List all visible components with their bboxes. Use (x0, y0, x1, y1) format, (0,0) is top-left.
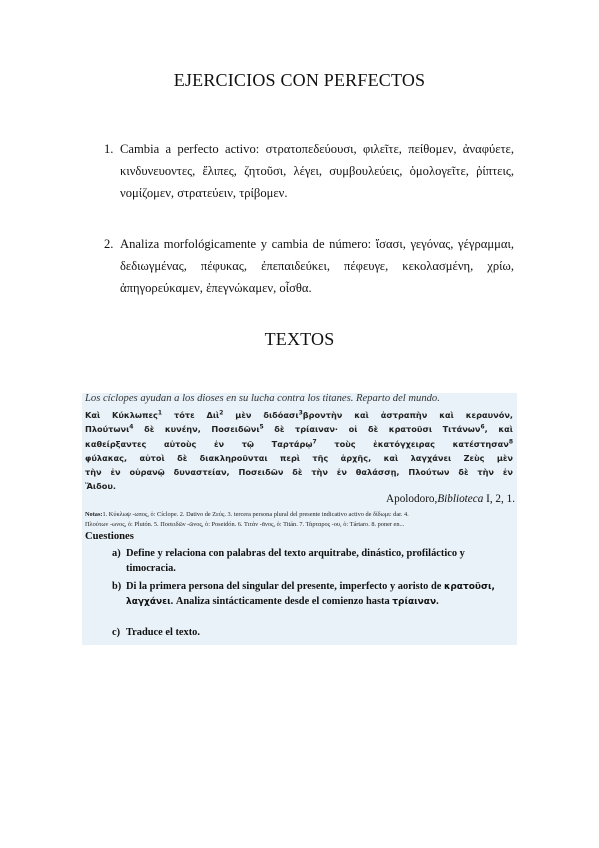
text-intro: Los cíclopes ayudan a los dioses en su lucha contra los titanes. Reparto del mundo. (85, 393, 440, 404)
greek-line: Καὶ Κύκλωπες$^1$ τότε Διὶ$^2$ μὲν διδόασι$^3$βροντὴν καὶ ἀστραπὴν καὶ κεραυνόν, (85, 409, 514, 420)
text-source: Apolodoro,Biblioteca I, 2, 1. (386, 493, 515, 505)
section-title: TEXTOS (264, 329, 335, 349)
notes-line: Notas:1. Κύκλωψ -ωπος, ὁ: Cíclope. 2. Dativo de Ζεύς. 3. tercera persona plural del presente indicativo activo de δίδωμι: dar. 4. (85, 511, 409, 518)
greek-line: τὴν ἐν οὐρανῷ δυναστείαν, Ποσειδῶν δὲ τὴν ἐν θαλάσσῃ, Πλούτων δὲ τὴν ἐν (85, 467, 513, 478)
question-item: a) Define y relaciona con palabras del texto arquitrabe, dinástico, profiláctico y timocracia. (112, 548, 465, 574)
greek-passage (85, 408, 513, 494)
exercise-number: 1. (104, 142, 114, 156)
exercise-1 (104, 138, 514, 204)
exercise-2 (104, 233, 514, 299)
question-item: c) Traduce el texto. (112, 627, 200, 638)
greek-line: φύλακας, αὐτοὶ δὲ διακληροῦνται περὶ τῆς ἀρχῆς, καὶ λαγχάνει Ζεὺς μὲν (85, 452, 513, 463)
greek-line: Ἅιδου. (85, 481, 116, 492)
exercise-text: Cambia a perfecto activo: στρατοπεδεύουσι, φιλεῖτε, πείθομεν, ἀναφύετε, κινδυνευοντες, ἔλιπες, ζητοῦσι, λέγει, συμβουλεύεις, ὁμολογεῖτε, ῥίπτεις, νομίζομεν, στρατεύειν, τρίβομεν. (120, 142, 514, 200)
text-box (82, 393, 517, 645)
question-item: b) Di la primera persona del singular del presente, imperfecto y aoristo de κρατοῦσι, λαγχάνει. Analiza sintácticamente desde el comienzo hasta τρίαιναν. (112, 581, 495, 607)
notes-line: Πλούτων -ωνος, ὁ: Plutón. 5. Ποσειδῶν -ῶνος, ὁ: Poseidón. 6. Τιτάν -ᾶνος, ὁ: Titán. 7. Τάρταρος -ου, ὁ: Tártaro. 8. poner en... (85, 521, 405, 528)
greek-line: Πλούτωνι$^4$ δὲ κυνέην, Ποσειδῶνι$^5$ δὲ τρίαιναν· οἱ δὲ κρατοῦσι Τιτάνων$^6$, καὶ (85, 423, 513, 435)
page-title: EJERCICIOS CON PERFECTOS (173, 70, 426, 90)
questions-title: Cuestiones (85, 531, 134, 542)
exercise-number: 2. (104, 237, 114, 251)
greek-line: καθείρξαντες αὐτοὺς ἐν τῷ Ταρτάρῳ$^7$ τοὺς ἑκατόγχειρας κατέστησαν$^8$ (85, 437, 514, 449)
text-notes (85, 510, 513, 530)
exercise-text: Analiza morfológicamente y cambia de número: ἴσασι, γεγόνας, γέγραμμαι, δεδιωγμένας, πέφυκας, ἐπεπαιδεύκει, πέφευγε, κεκολασμένη, χρίω, ἀπηγορεύκαμεν, ἐπεγνώκαμεν, οἶσθα. (120, 237, 514, 295)
